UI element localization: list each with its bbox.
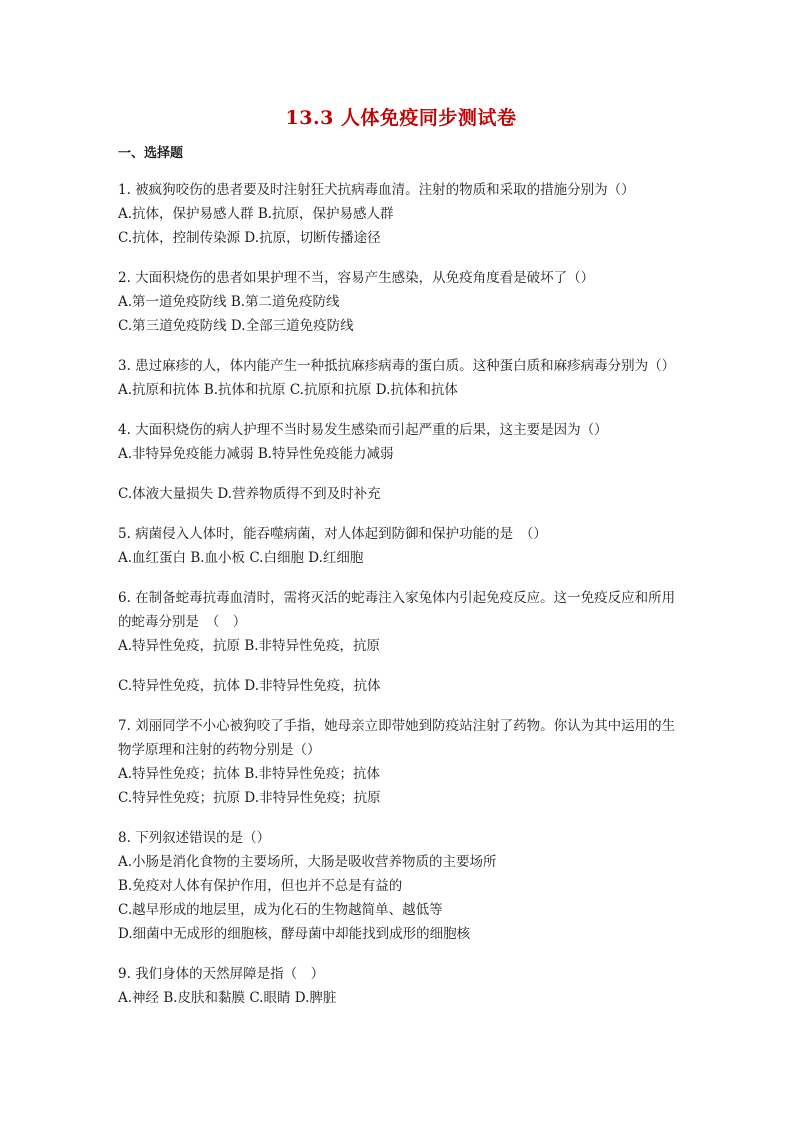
section-heading: 一、选择题 <box>118 146 184 161</box>
question-options: A.非特异免疫能力减弱 B.特异性免疫能力减弱 <box>118 446 394 462</box>
question-options: A.第一道免疫防线 B.第二道免疫防线 <box>118 294 340 310</box>
question-options: A.特异性免疫；抗体 B.非特异性免疫；抗体 <box>118 766 381 782</box>
question-options: D.细菌中无成形的细胞核，酵母菌中却能找到成形的细胞核 <box>118 926 471 942</box>
question-1 <box>118 178 684 250</box>
question-8 <box>118 826 684 946</box>
question-stem: 8. 下列叙述错误的是（） <box>118 830 271 846</box>
question-options: A.小肠是消化食物的主要场所，大肠是吸收营养物质的主要场所 <box>118 854 497 870</box>
question-7 <box>118 714 684 810</box>
question-options: C.抗体，控制传染源 D.抗原，切断传播途径 <box>118 230 381 246</box>
question-options: C.越早形成的地层里，成为化石的生物越简单、越低等 <box>118 902 443 918</box>
question-6 <box>118 586 684 698</box>
blank-line <box>118 466 684 482</box>
question-options: A.血红蛋白 B.血小板 C.白细胞 D.红细胞 <box>118 550 364 566</box>
question-options: A.神经 B.皮肤和黏膜 C.眼睛 D.脾脏 <box>118 990 337 1006</box>
question-stem: 9. 我们身体的天然屏障是指（ ） <box>118 966 325 982</box>
question-stem: 7. 刘丽同学不小心被狗咬了手指，她母亲立即带她到防疫站注射了药物。你认为其中运用的生物学原理和注射的药物分别是（） <box>118 718 676 758</box>
question-4 <box>118 418 684 506</box>
question-stem: 2. 大面积烧伤的患者如果护理不当，容易产生感染，从免疫角度看是破坏了（） <box>118 270 595 286</box>
blank-line <box>118 658 684 674</box>
question-stem: 3. 患过麻疹的人，体内能产生一种抵抗麻疹病毒的蛋白质。这种蛋白质和麻疹病毒分别为（） <box>118 358 676 374</box>
question-options: A.抗原和抗体 B.抗体和抗原 C.抗原和抗原 D.抗体和抗体 <box>118 382 458 398</box>
question-5 <box>118 522 684 570</box>
question-options: C.特异性免疫，抗体 D.非特异性免疫，抗体 <box>118 678 381 694</box>
question-9 <box>118 962 684 1010</box>
question-2 <box>118 266 684 338</box>
question-stem: 4. 大面积烧伤的病人护理不当时易发生感染而引起严重的后果，这主要是因为（） <box>118 422 608 438</box>
question-stem: 5. 病菌侵入人体时，能吞噬病菌，对人体起到防御和保护功能的是 （） <box>118 526 547 542</box>
question-options: B.免疫对人体有保护作用，但也并不总是有益的 <box>118 878 403 894</box>
question-options: C.体液大量损失 D.营养物质得不到及时补充 <box>118 486 381 502</box>
question-options: C.特异性免疫；抗原 D.非特异性免疫；抗原 <box>118 790 381 806</box>
question-3 <box>118 354 684 402</box>
question-stem: 6. 在制备蛇毒抗毒血清时，需将灭活的蛇毒注入家兔体内引起免疫反应。这一免疫反应和所用的蛇毒分别是 （ ） <box>118 590 676 630</box>
document-title: 13.3 人体免疫同步测试卷 <box>285 107 517 129</box>
question-stem: 1. 被疯狗咬伤的患者要及时注射狂犬抗病毒血清。注射的物质和采取的措施分别为（） <box>118 182 635 198</box>
question-options: A.抗体，保护易感人群 B.抗原，保护易感人群 <box>118 206 394 222</box>
question-options: A.特异性免疫，抗原 B.非特异性免疫，抗原 <box>118 638 381 654</box>
question-list <box>118 178 684 1010</box>
question-options: C.第三道免疫防线 D.全部三道免疫防线 <box>118 318 354 334</box>
